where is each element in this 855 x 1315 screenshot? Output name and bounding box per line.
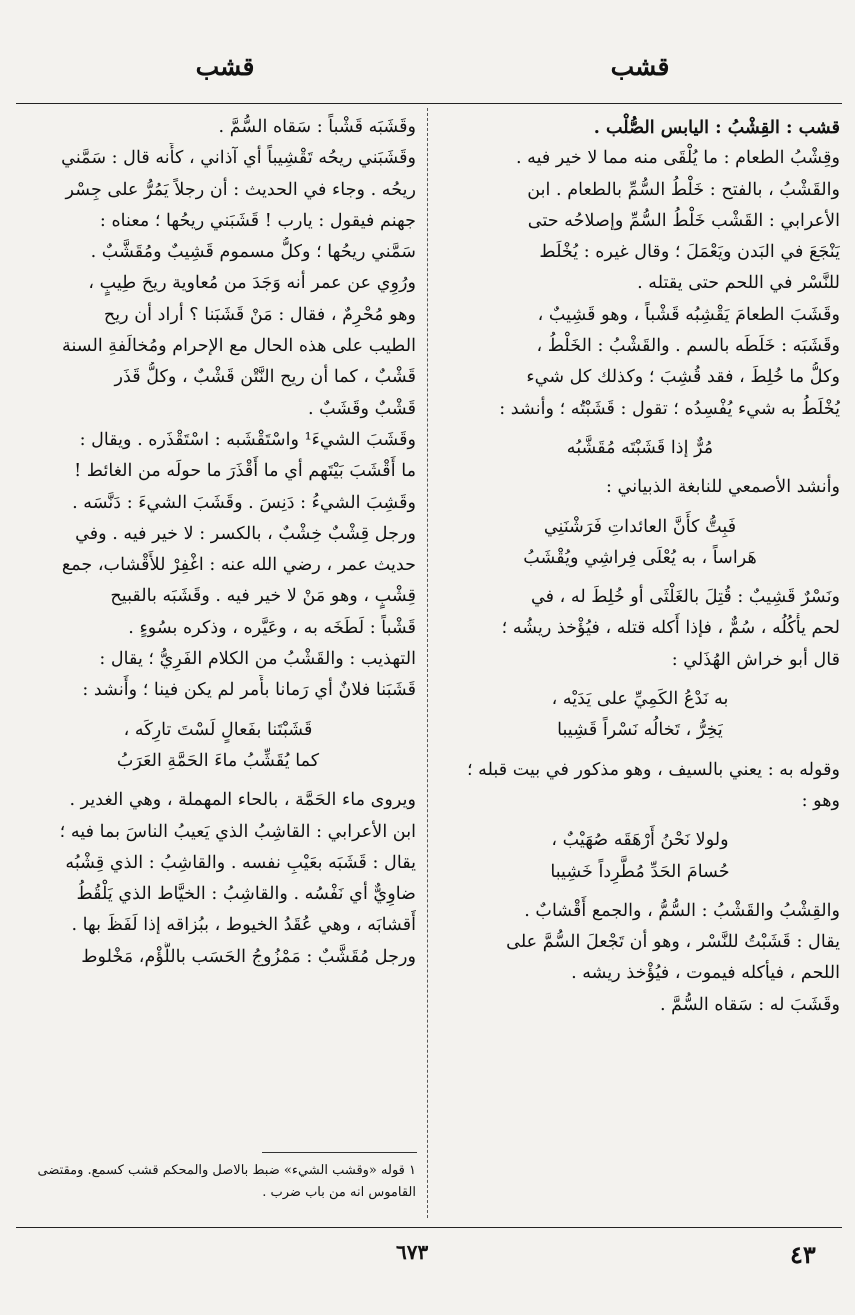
entry-line: يَنْجَعَ في البَدن ويَعْمَلَ ؛ وقال غيره : يُخْلَط (539, 242, 840, 263)
entry-line: حديث عمر ، رضي الله عنه : اغْفِرْ للأَقْشاب، جمع (61, 555, 416, 576)
verse-line: فَبِتُّ كأَنَّ العائداتِ فَرَشْنَنِي (543, 516, 737, 537)
entry-line: وقَشَبَه : خَلَطَه بالسم . والقَشْبُ : الخَلْطُ ، (536, 336, 840, 357)
entry-line: ويروى ماء الحَمَّة ، بالحاء المهملة ، وهي الغدير . (69, 790, 416, 811)
entry-line: ضاوِيٌّ أي نَفْسُه . والقاشِبُ : الخيَّاط الذي يَلْقُطُ (76, 884, 416, 905)
entry-line: ورجل قِشْبٌ خِشْبٌ ، بالكسر : لا خير فيه . وفي (75, 523, 416, 544)
entry-line: قِشْبٍ ، وهو مَنْ لا خير فيه . وقَشَبَه بالقبيح (110, 586, 416, 607)
footnote-line: ١ قوله «وقشب الشيء» ضبط بالاصل والمحكم قشب كسمع. ومقتضى (37, 1163, 416, 1178)
entry-line: وهو : (801, 790, 840, 811)
entry-line: أَقشابَه ، وهي عُقَدُ الخيوط ، ببُزاقه إذا لَفَظَ بها . (71, 915, 416, 936)
verse-line: هَراساً ، به يُعْلَى فِراشِي ويُقْشَبُ (523, 547, 757, 568)
entry-line: وقوله به : يعني بالسيف ، وهو مذكور في بيت قبله ؛ (466, 759, 840, 780)
entry-line: ونَسْرٌ قَشِيبٌ : قُتِلَ بالغَلْثَى أو خُلِطَ له ، في (530, 587, 840, 608)
entry-line: جهنم فيقول : يارب ! قَشَبَني ريحُها ؛ معناه : (99, 210, 416, 231)
verse-line: كما يُقَشِّبُ ماءَ الحَمَّةِ العَرَبُ (116, 750, 320, 771)
entry-line: يقال : قَشَبَه بعَيْبِ نفسه . والقاشِبُ : الذي قِشْبُه (65, 852, 416, 873)
right-column (440, 112, 840, 1021)
entry-line: قَشْبٌ وقَشَبٌ . (307, 398, 416, 419)
header-rule (16, 103, 842, 104)
running-header-right: قشب (610, 52, 670, 81)
footnote-line: القاموس انه من باب ضرب . (262, 1185, 416, 1200)
entry-line: لحم يأْكُلُه ، سُمٌّ ، فإذا أَكله قتله ، فيُؤْخذ ريشُه ؛ (501, 618, 840, 639)
entry-line: وقَشِبَ الشيءُ : دَنِسَ . وقَشَبَ الشيءَ : دَنَّسَه . (72, 492, 416, 513)
entry-line: وقَشَبَ له : سَقاه السُّمَّ . (659, 994, 840, 1015)
entry-line: قَشَبَنا فلانٌ أي رَمانا بأَمر لم يكن فينا ؛ وأَنشد : (82, 680, 416, 701)
entry-line: يُخْلَطُ به شيء يُفْسِدُه ؛ تقول : قَشَبْتُه ؛ وأنشد : (499, 398, 840, 419)
entry-line: قَشْباً : لَطَخَه به ، وعَيَّره ، وذكره بسُوءٍ . (128, 617, 416, 638)
column-divider (427, 108, 428, 1218)
entry-line: اللحم ، فيأكله فيموت ، فيُؤْخذ ريشه . (571, 963, 840, 984)
entry-line: وقَشَبَه قَشْباً : سَقاه السُّمَّ . (218, 117, 416, 137)
entry-line: ما أَقْشَبَ بَيْتَهم أي ما أَقْذَرَ ما حولَه من الغائط ! (74, 461, 416, 482)
entry-line: وقَشَبَ الشيءَ¹ واسْتَقْشَبه : اسْتَقْذَره . ويقال : (79, 429, 416, 450)
entry-line: والقَشْبُ ، بالفتح : خَلْطُ السُّمِّ بالطعام . ابن (527, 179, 840, 200)
entry-line: ابن الأعرابي : القاشِبُ الذي يَعيبُ الناسَ بما فيه ؛ (59, 821, 416, 842)
entry-line: وهو مُحْرِمٌ ، فقال : مَنْ قَشَبَنا ؟ أراد أن ريح (103, 304, 416, 325)
entry-line: وقَشَبَ الطعامَ يَقْشِبُه قَشْباً ، وهو قَشِيبٌ ، (537, 304, 840, 325)
verse-line: به نَدْعُ الكَمِيِّ على يَدَيْه ، (551, 689, 729, 710)
footnote (20, 1160, 416, 1204)
entry-line: يقال : قَشَبْتُ للنَّسْر ، وهو أن تَجْعلَ السُّمَّ على (506, 932, 840, 953)
verse-line: ولولا نَحْنُ أَرْهَقَه صُهَيْبٌ ، (551, 830, 729, 851)
entry-line: وقَشَبَني ريحُه تَقْشِيباً أي آذاني ، كأَنه قال : سَمَّني (61, 148, 416, 169)
verse-line: مُرٌّ إذا قَشَبْتَه مُقَشَّبُه (566, 437, 714, 458)
footnote-rule (262, 1152, 417, 1153)
entry-line: وقِشْبُ الطعام : ما يُلْقَى منه مما لا خير فيه . (515, 148, 840, 169)
entry-line: التهذيب : والقَشْبُ من الكلام الفَرِيُّ ؛ يقال : (99, 649, 416, 670)
entry-line: ورجل مُقَشَّبٌ : مَمْزُوجُ الحَسَب باللُّؤْم، مَخْلوط (81, 946, 416, 967)
footer-rule (16, 1227, 842, 1228)
entry-line: ورُوِي عن عمر أنه وَجَدَ من مُعاوية ريحَ طِيبٍ ، (88, 273, 416, 294)
verse-line: يَخِرُّ ، تَخالُه نَسْراً قَشِيبا (557, 720, 723, 741)
entry-line: والقِشْبُ والقَشْبُ : السُّمُّ ، والجمع أَقْشابٌ . (524, 900, 840, 921)
verse-line: قَشَبْتَنا بفَعالٍ لَسْتَ تارِكَه ، (123, 719, 313, 740)
entry-line: للنَّسْر في اللحم حتى يقتله . (637, 273, 840, 294)
signature-number: ٤٣ (790, 1240, 816, 1269)
entry-line: قشب : القِشْبُ : اليابس الصُّلْب . (593, 117, 840, 138)
entry-line: وكلُّ ما خُلِطَ ، فقد قُشِبَ ؛ وكذلك كل شيء (526, 367, 840, 388)
entry-line: قَشْبٌ ، كما أن ريح النَّتْن قَشْبٌ ، وكلُّ قَذَر (114, 367, 416, 388)
verse-line: حُسامَ الحَدِّ مُطَّرِداً خَشِيبا (550, 861, 730, 882)
left-column (20, 112, 416, 973)
entry-line: الأعرابي : القَشْب خَلْطُ السُّمِّ وإصلاحُه حتى (527, 210, 840, 231)
entry-line: وأنشد الأصمعي للنابغة الذبياني : (606, 477, 840, 498)
page-number: ٦٧٣ (396, 1240, 429, 1264)
running-header-left: قشب (195, 52, 255, 81)
entry-line: قال أبو خراش الهُذَلي : (671, 649, 840, 670)
entry-line: الطيب على هذه الحال مع الإحرام ومُخالَفةِ السنة (62, 336, 416, 357)
entry-line: سَمَّني ريحُها ؛ وكلُّ مسموم قَشِيبٌ ومُقَشَّبٌ . (90, 242, 416, 263)
entry-line: ريحُه . وجاء في الحديث : أن رجلاً يَمُرُّ على جِسْر (65, 179, 416, 200)
